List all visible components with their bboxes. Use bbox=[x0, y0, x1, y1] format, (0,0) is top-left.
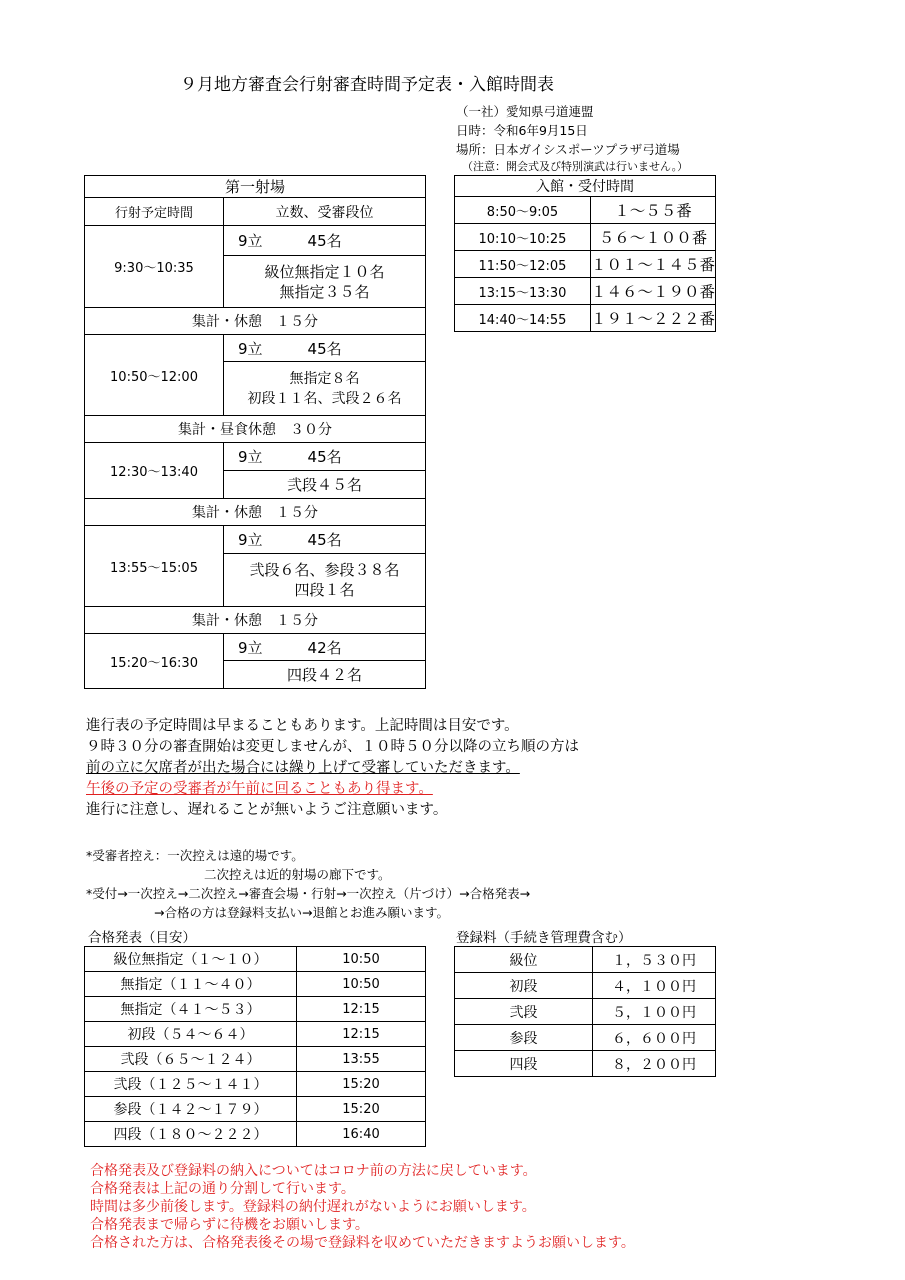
fee-table bbox=[454, 946, 716, 1077]
pass-time: 12:15 bbox=[297, 997, 426, 1022]
detail-line: 級位無指定１０名 bbox=[264, 262, 385, 281]
detail-line: 無指定３５名 bbox=[279, 282, 370, 301]
block-time: 10:50～12:00 bbox=[85, 335, 224, 416]
fee-amount: ５，１００円 bbox=[593, 999, 716, 1025]
pass-time: 15:20 bbox=[297, 1097, 426, 1122]
pass-row bbox=[85, 947, 426, 972]
flow-line: *受付→一次控え→二次控え→審査会場・行射→一次控え（片づけ）→合格発表→ bbox=[86, 886, 531, 901]
entry-time: 10:10～10:25 bbox=[455, 224, 591, 251]
fee-title: 登録料（手続き管理費含む） bbox=[456, 930, 632, 946]
entry-numbers: １０１～１４５番 bbox=[590, 251, 715, 278]
entry-row bbox=[455, 305, 716, 332]
block-detail bbox=[224, 661, 426, 689]
fee-row bbox=[455, 999, 716, 1025]
block-detail bbox=[224, 471, 426, 499]
pass-group: 弐段（１２５～１４１） bbox=[85, 1072, 297, 1097]
fee-grade: 四段 bbox=[455, 1051, 593, 1077]
schedule-title-row bbox=[85, 176, 426, 198]
detail-line: 初段１１名、弐段２６名 bbox=[247, 390, 402, 407]
footer-line: 合格発表及び登録料の納入についてはコロナ前の方法に戻しています。 bbox=[90, 1163, 537, 1179]
pass-row bbox=[85, 1122, 426, 1147]
fee-grade: 初段 bbox=[455, 973, 593, 999]
block-stands: 9立 42名 bbox=[224, 634, 426, 661]
block-detail bbox=[224, 554, 426, 607]
notice: （注意：開会式及び特別演武は行いません。） bbox=[462, 160, 689, 173]
footer-line: 合格発表は上記の通り分割して行います。 bbox=[90, 1181, 355, 1197]
block-detail bbox=[224, 256, 426, 308]
entry-numbers: １４６～１９０番 bbox=[590, 278, 715, 305]
footer-line: 合格発表まで帰らずに待機をお願いします。 bbox=[90, 1217, 369, 1233]
break-row bbox=[85, 308, 426, 335]
pass-group: 四段（１８０～２２２） bbox=[85, 1122, 297, 1147]
schedule-block bbox=[85, 226, 426, 256]
col-stands-header: 立数、受審段位 bbox=[224, 198, 426, 226]
fee-grade: 弐段 bbox=[455, 999, 593, 1025]
fee-amount: ６，６００円 bbox=[593, 1025, 716, 1051]
entry-time: 8:50～9:05 bbox=[455, 197, 591, 224]
pass-group: 無指定（４１～５３） bbox=[85, 997, 297, 1022]
notes-block bbox=[86, 716, 579, 821]
flow-line: →合格の方は登録料支払い→退館とお進み願います。 bbox=[154, 905, 449, 920]
pass-time: 13:55 bbox=[297, 1047, 426, 1072]
fee-row bbox=[455, 1025, 716, 1051]
footer-line: 合格された方は、合格発表後その場で登録料を収めていただきますようお願いします。 bbox=[90, 1235, 635, 1251]
detail-line: 弐段４５名 bbox=[286, 476, 362, 494]
note-line: 進行に注意し、遅れることが無いようご注意願います。 bbox=[86, 802, 448, 818]
entry-row bbox=[455, 197, 716, 224]
pass-row bbox=[85, 1072, 426, 1097]
schedule-block bbox=[85, 443, 426, 471]
schedule-table bbox=[84, 175, 426, 689]
note-line: ９時３０分の審査開始は変更しませんが、１０時５０分以降の立ち順の方は bbox=[86, 739, 579, 755]
schedule-header-row bbox=[85, 198, 426, 226]
pass-row bbox=[85, 1022, 426, 1047]
detail-line: 弐段６名、参段３８名 bbox=[249, 561, 400, 579]
note-line-red: 午後の予定の受審者が午前に回ることもあり得ます。 bbox=[86, 781, 433, 797]
pass-group: 弐段（６５～１２４） bbox=[85, 1047, 297, 1072]
break-label: 集計・休憩 １５分 bbox=[85, 499, 426, 526]
pass-time: 12:15 bbox=[297, 1022, 426, 1047]
break-row bbox=[85, 416, 426, 443]
flow-notes bbox=[86, 846, 530, 922]
fee-row bbox=[455, 1051, 716, 1077]
fee-amount: ４，１００円 bbox=[593, 973, 716, 999]
break-label: 集計・昼食休憩 ３０分 bbox=[85, 416, 426, 443]
detail-line: 四段１名 bbox=[294, 581, 355, 599]
pass-group: 参段（１４２～１７９） bbox=[85, 1097, 297, 1122]
pass-row bbox=[85, 997, 426, 1022]
block-time: 12:30～13:40 bbox=[85, 443, 224, 499]
pass-row bbox=[85, 1097, 426, 1122]
pass-time: 10:50 bbox=[297, 972, 426, 997]
event-place: 場所：日本ガイシスポーツプラザ弓道場 bbox=[456, 142, 680, 157]
note-line: 進行表の予定時間は早まることもあります。上記時間は目安です。 bbox=[86, 718, 519, 734]
col-time-header: 行射予定時間 bbox=[85, 198, 224, 226]
pass-title: 合格発表（目安） bbox=[88, 930, 196, 946]
entry-row bbox=[455, 251, 716, 278]
block-detail bbox=[224, 362, 426, 416]
pass-time: 15:20 bbox=[297, 1072, 426, 1097]
pass-group: 無指定（１１～４０） bbox=[85, 972, 297, 997]
fee-row bbox=[455, 973, 716, 999]
entry-title: 入館・受付時間 bbox=[455, 176, 716, 197]
pass-row bbox=[85, 1047, 426, 1072]
block-time: 13:55～15:05 bbox=[85, 526, 224, 607]
schedule-block bbox=[85, 335, 426, 362]
pass-time: 10:50 bbox=[297, 947, 426, 972]
fee-amount: ８，２００円 bbox=[593, 1051, 716, 1077]
detail-line: 四段４２名 bbox=[286, 666, 362, 684]
block-stands: 9立 45名 bbox=[224, 335, 426, 362]
pass-table bbox=[84, 946, 426, 1147]
schedule-title: 第一射場 bbox=[85, 176, 426, 198]
pass-row bbox=[85, 972, 426, 997]
break-row bbox=[85, 499, 426, 526]
entry-row bbox=[455, 224, 716, 251]
organization: （一社）愛知県弓道連盟 bbox=[456, 104, 594, 119]
entry-time: 11:50～12:05 bbox=[455, 251, 591, 278]
entry-row bbox=[455, 278, 716, 305]
entry-numbers: ５６～１００番 bbox=[590, 224, 715, 251]
fee-grade: 参段 bbox=[455, 1025, 593, 1051]
fee-grade: 級位 bbox=[455, 947, 593, 973]
entry-numbers: １～５５番 bbox=[590, 197, 715, 224]
event-date: 日時：令和6年9月15日 bbox=[456, 123, 588, 138]
pass-group: 級位無指定（１～１０） bbox=[85, 947, 297, 972]
block-stands: 9立 45名 bbox=[224, 443, 426, 471]
footer-line: 時間は多少前後します。登録料の納付遅れがないようにお願いします。 bbox=[90, 1199, 536, 1215]
schedule-block bbox=[85, 526, 426, 554]
footer-notes bbox=[90, 1162, 635, 1252]
entry-title-row bbox=[455, 176, 716, 197]
block-time: 15:20～16:30 bbox=[85, 634, 224, 689]
entry-numbers: １９１～２２２番 bbox=[590, 305, 715, 332]
schedule-block bbox=[85, 634, 426, 661]
break-row bbox=[85, 607, 426, 634]
page-title: ９月地方審査会行射審査時間予定表・入館時間表 bbox=[180, 75, 554, 95]
flow-line: 二次控えは近的射場の廊下です。 bbox=[204, 867, 391, 882]
note-line-underlined: 前の立に欠席者が出た場合には繰り上げて受審していただきます。 bbox=[86, 760, 520, 776]
fee-row bbox=[455, 947, 716, 973]
entry-time: 14:40～14:55 bbox=[455, 305, 591, 332]
detail-line: 無指定８名 bbox=[289, 370, 360, 387]
break-label: 集計・休憩 １５分 bbox=[85, 607, 426, 634]
pass-group: 初段（５４～６４） bbox=[85, 1022, 297, 1047]
break-label: 集計・休憩 １５分 bbox=[85, 308, 426, 335]
block-time: 9:30～10:35 bbox=[85, 226, 224, 308]
fee-amount: １，５３０円 bbox=[593, 947, 716, 973]
entry-time: 13:15～13:30 bbox=[455, 278, 591, 305]
flow-line: *受審者控え：一次控えは遠的場です。 bbox=[86, 848, 304, 863]
pass-time: 16:40 bbox=[297, 1122, 426, 1147]
block-stands: 9立 45名 bbox=[224, 226, 426, 256]
entry-table bbox=[454, 175, 716, 332]
block-stands: 9立 45名 bbox=[224, 526, 426, 554]
